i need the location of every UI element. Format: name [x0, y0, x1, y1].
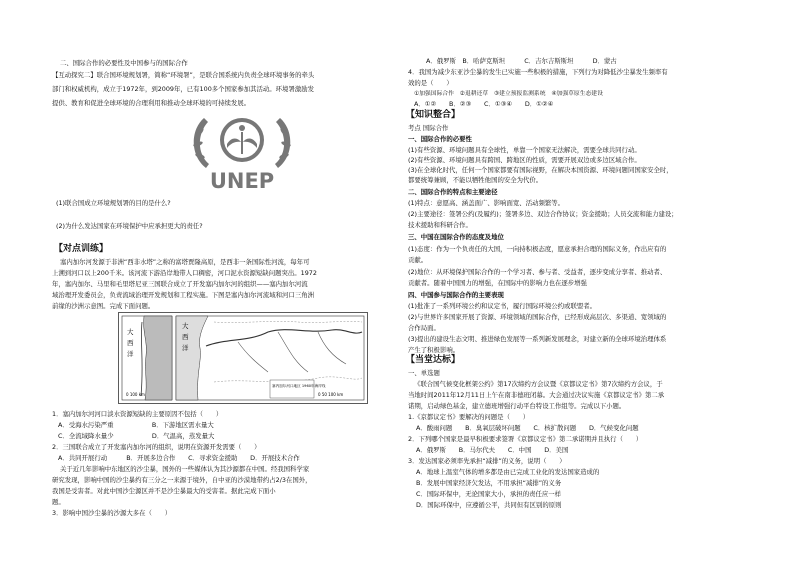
body-line: (1)特点：意愿高、涵盖面广、影响面宽、活动频繁等。 [408, 199, 565, 207]
question-line: 4．我国为减少东亚沙尘暴的发生已实施一些积极的措施，下列行为对降低沙尘暴发生频率有 [408, 68, 668, 76]
option-line: D．国际环保中，应遵循公平，共同但有区别的原则 [416, 501, 562, 509]
body-line: (3)提出的建设生态文明、推进绿色发展等一系列新发展理念，对建立新的全球环境治理体系 [408, 335, 667, 343]
question-1: (1)联合国成立环境规划署的目的是什么? [56, 199, 171, 207]
map-label: 西 [182, 333, 189, 341]
question-line: 3．影响中国沙尘暴的沙源大多在（ ） [52, 509, 172, 517]
section-heading: 一、国际合作的必要性 [408, 135, 472, 143]
question-line: 2．下列哪个国家是最早积极要求签署《京都议定书》第二承诺期并且执行（ ） [408, 435, 643, 443]
practice-line: 塞内加尔河发源于非洲“西非水塔”之称的富塔贾隆高原，是西非一条国际性河流，每年可 [60, 258, 310, 266]
section-heading: 三、中国在国际合作的态度及地位 [408, 233, 504, 241]
body-line: 产生了积极影响。 [408, 346, 460, 354]
body-line: 都要统筹兼顾，不能以牺牲他国的安全为代价。 [408, 176, 543, 184]
explore-line: 提供、教育和促进全球环境的合理利用和推动全球环境的可持续发展。 [52, 99, 251, 107]
practice-line: 年，塞内加尔、马里和毛里塔尼亚三国联合成立了开发塞内加尔河的组织——塞内加尔河流 [52, 280, 308, 288]
map-label: 洋 [127, 350, 134, 358]
body-line: (1)有些资源、环境问题具有全球性，单靠一个国家无法解决，需要全球共同行动。 [408, 146, 641, 154]
body-line: (1)态度：作为一个负责任的大国，一向持积极态度，愿意承担合理的国际义务，作出应有的 [408, 245, 667, 253]
passage-line: 《联合国气候变化框架公约》第17次缔约方会议暨《京都议定书》第7次缔约方会议，于 [414, 380, 663, 388]
option-line: A．酸雨问题 B．臭氧层破坏问题 C．核扩散问题 D．气候变化问题 [416, 424, 639, 432]
passage-line: 我国是受害者。对此中国沙尘源区并不是沙尘暴最大的受害者。据此完成下面小 [52, 487, 276, 495]
option-line: C．全流域降水量少 D．气温高，蒸发量大 [58, 432, 215, 440]
passage-line: 诺期，启动绿色基金，建立德班增强行动平台特设工作组等。完成以下小题。 [408, 402, 626, 410]
body-line: (2)有些资源、环境问题具有跨国、跨地区的性质，需要开展双边或多边区域合作。 [408, 156, 641, 164]
practice-line: 上溯到河口以上200千米。该河流下游沿岸地带人口稠密，河口泥水资源短缺问题突出。1972 [52, 269, 317, 277]
body-line: 贡献者。随着中国国力的增强，在国际中的影响力也在逐步增强 [408, 279, 587, 287]
question-2: (2)为什么发达国家在环境保护中应承担更大的责任? [56, 222, 203, 230]
class-sub: 一、单选题 [408, 369, 440, 377]
map-label: 洋 [182, 344, 189, 352]
right-column [404, 0, 754, 561]
question-line: 3．发达国家必须率先承担“减排”的义务，说明（ ） [408, 457, 566, 465]
option-line: C．国际环保中，无论国家大小，承担的责任应一样 [416, 490, 562, 498]
question-line: 1．塞内加尔河河口淡水资源短缺的主要原因不包括（ ） [52, 410, 223, 418]
body-line: (2)地位：从环境保护国际合作的一个学习者、参与者、受益者，逐步变成分享者、推动者、 [408, 268, 667, 276]
body-line: (1)批准了一系列环境公约和议定书，履行国际环境公约或联盟者。 [408, 302, 596, 310]
map-legend: 塞内加尔河口地区 1960年海岸线 [272, 384, 326, 388]
option-line: B．发展中国家经济欠发达，不用承担“减排”的义务 [416, 479, 562, 487]
option-line: A．俄罗斯 B．哈萨克斯坦 C．吉尔吉斯斯坦 D．蒙古 [426, 57, 617, 65]
body-line: (2)与世界许多国家开展了资源、环境领域的国际合作，已经形成高层次、多渠道、宽领域的 [408, 313, 667, 321]
practice-line: 前缘的沙洲示意图。完成下面问题。 [52, 302, 155, 310]
body-line: 合作局面。 [408, 324, 440, 332]
explore-line: 【互动探究二】联合国环境规划署，简称“环境署”，是联合国系统内负责全球环境事务的牵头 [52, 71, 315, 79]
map-scale: 0 100 km [126, 392, 145, 397]
body-line: 贡献。 [408, 256, 428, 264]
question-line: 效的是（ ） [408, 79, 453, 87]
measure-line: ①加强国际合作 ②退耕还草 ③建立预报监测系统 ④加强草原生态建设 [414, 91, 603, 97]
option-line: A．受海水污染严重 B．下游地区需水量大 [58, 421, 214, 429]
option-line: A．俄罗斯 B．马尔代夫 C．中国 D．美国 [416, 446, 569, 454]
question-line: 2．三国联合成立了开发塞内加尔河的组织，说明在资源开发需要（ ） [52, 443, 261, 451]
passage-line: 关于近几年影响中东地区的沙尘暴，国外的一些媒体认为其沙源都在中国。经我国科学家 [60, 465, 310, 473]
option-line: A．共同开展行动 B．开展多边合作 C．寻求资金援助 D．开展技术合作 [58, 454, 300, 462]
section-title: 二、国际合作的必要性及中国参与的国际合作 [60, 59, 188, 67]
body-line: (3)在全球化时代，任何一个国家都要有国际视野，在解决本国资源、环境问题同国家安全时， [408, 166, 673, 174]
option-line: A．①② B．②③ C．①③④ D．①②④ [414, 100, 554, 108]
option-line: A．地球上温室气体的增多都是由已完成工业化的发达国家造成的 [416, 468, 600, 476]
practice-header: 【对点训练】 [54, 244, 109, 254]
section-heading: 二、国际合作的特点和主要途径 [408, 188, 498, 196]
passage-line: 题。 [52, 498, 65, 506]
map-label: 西 [127, 339, 134, 347]
senegal-river-map [118, 312, 368, 404]
unep-logo [182, 110, 302, 192]
practice-line: 域治理开发委员会，负责流域治理开发规划和工程实施。下图是塞内加尔河流域和河口三角洲 [52, 291, 315, 299]
class-header: 【当堂达标】 [406, 355, 461, 365]
map-label: 大 [127, 328, 134, 336]
kp-title: 考点 国际合作 [408, 124, 449, 132]
left-column [52, 0, 388, 561]
passage-line: 研究发现，影响中国的沙尘暴约有三分之一来源于境外，自中亚的沙漠地带约占2/3在国外， [52, 476, 312, 484]
section-heading: 四、中国参与国际合作的主要表现 [408, 291, 504, 299]
knowledge-header: 【知识整合】 [406, 110, 461, 120]
body-line: (2)主要途径：签署公约(及履约)；签署多边、双边合作协议；资金援助；人员交流和能力建设； [408, 210, 678, 218]
explore-line: 部门和权威机构，成立于1972年，到2009年，已有100多个国家参加其活动。环境署激励发 [52, 85, 315, 93]
unep-logo-text: UNEP [209, 169, 275, 192]
body-line: 技术援助和科研合作。 [408, 221, 472, 229]
question-line: 1.《京都议定书》要解决的问题是（ ） [408, 413, 530, 421]
map-scale: 0 50 100 km [318, 392, 344, 397]
map-label: 大 [182, 322, 189, 330]
passage-line: 当地时间2011年12月11日上午在南非德班闭幕。大会通过决议实施《京都议定书》第二承 [408, 391, 665, 399]
